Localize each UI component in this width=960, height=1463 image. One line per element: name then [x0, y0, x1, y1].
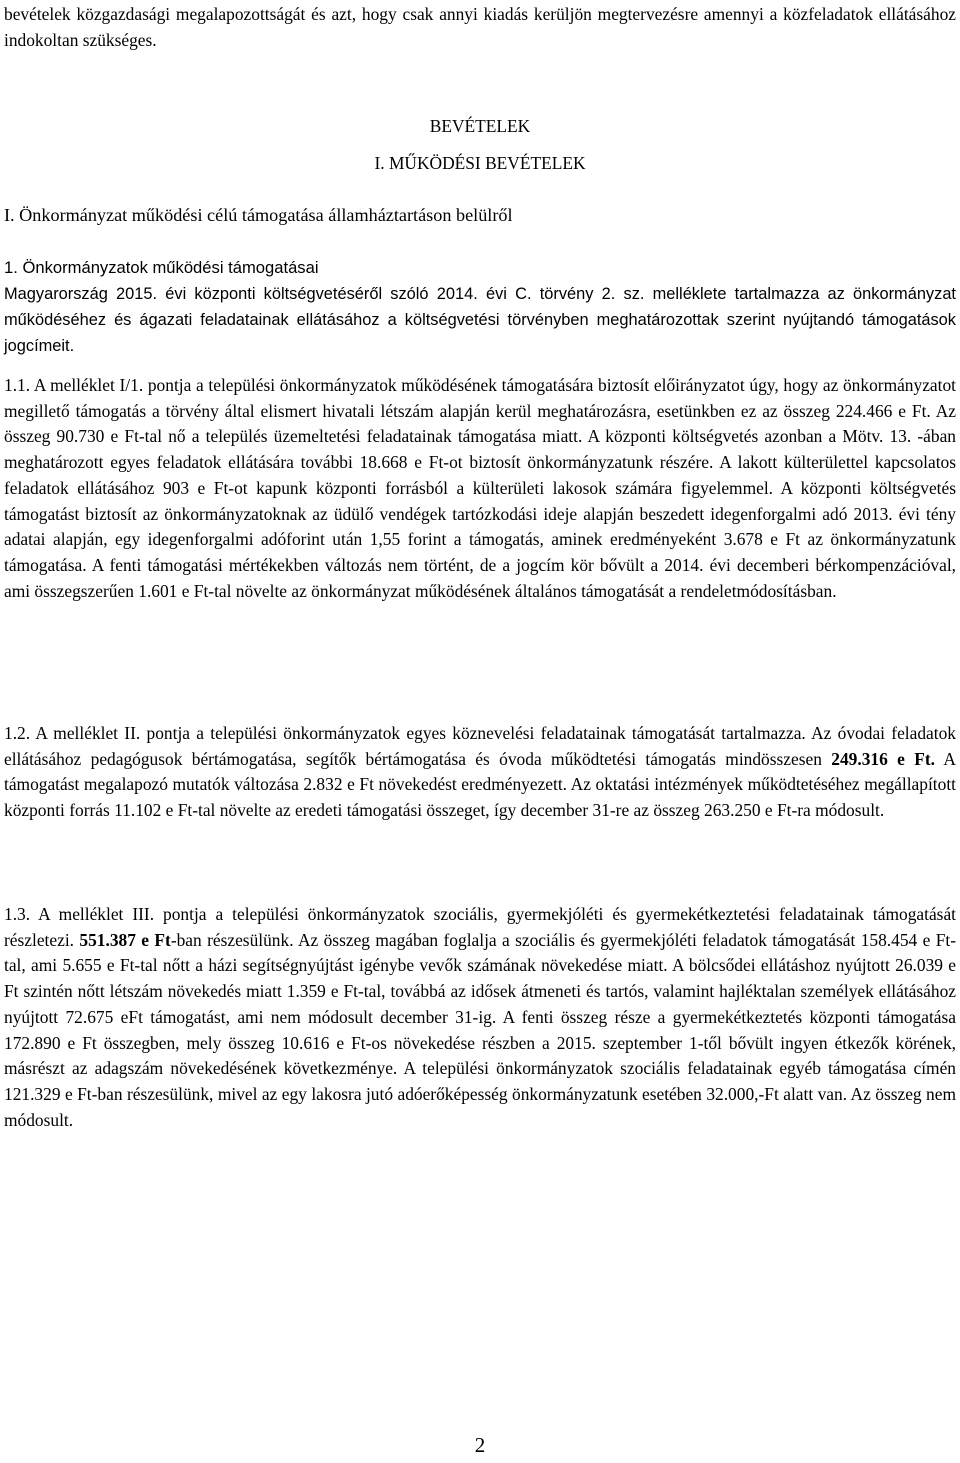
- paragraph-1-3-text-b: -ban részesülünk. Az összeg magában foglalja a szociális és gyermekjóléti feladatok támogatását 158.454 e Ft-tal, ami 5.655 e Ft-tal nőtt a házi segítségnyújtást igénybe vevők számának növekedése miatt. A bölcsődei ellátáshoz nyújtott 26.039 e Ft szintén nőtt létszám növekedés miatt 1.359 e Ft-tal, továbbá az idősek átmeneti és tartós, valamint hajléktalan személyek ellátásához nyújtott 72.675 eFt támogatást, ami nem módosult december 31-ig. A fenti összeg része a gyermekétkeztetés központi támogatása 172.890 e Ft összegben, mely összeg 10.616 e Ft-os növekedése részben a 2015. szeptember 1-től bővült ingyen étkezők körének, másrészt az adagszám növekedésének következménye. A települési önkormányzatok szociális feladatainak egyéb támogatása címén 121.329 e Ft-ban részesülünk, mivel az egy lakosra jutó adóerőképesség önkormányzatunk esetében 32.000,-Ft alatt van. Az összeg nem módosult.: [4, 929, 957, 1130]
- subsection-heading: 1. Önkormányzatok működési támogatásai: [4, 258, 319, 277]
- section-heading: I. Önkormányzat működési célú támogatása államháztartáson belülről: [4, 205, 513, 225]
- paragraph-legal-basis: Magyarország 2015. évi központi költségvetéséről szóló 2014. évi C. törvény 2. sz. melléklete tartalmazza az önkormányzat működéséhez és ágazati feladatainak ellátásához a költségvetési törvényben meghatározottak szerint nyújtandó támogatások jogcímeit.: [4, 285, 956, 355]
- heading-bevetelek: BEVÉTELEK: [429, 116, 531, 136]
- paragraph-1-2-text-b: A támogatást megalapozó mutatók változása 2.832 e Ft növekedést eredményezett. Az oktatási intézmények működtetéséhez megállapított központi forrás 11.102 e Ft-tal növelte az eredeti támogatási összeget, így december 31-re az összeg 263.250 e Ft-ra módosult.: [4, 748, 956, 821]
- paragraph-1-1: 1.1. A melléklet I/1. pontja a települési önkormányzatok működésének támogatására biztosít előirányzatot úgy, hogy az önkormányzatot megillető támogatás a törvény által elismert hivatali létszám alapján kerül meghatározásra, esetünkben ez az összeg 224.466 e Ft. Az összeg 90.730 e Ft-tal nő a település üzemeltetési feladatainak támogatása miatt. A központi költségvetés azonban a Mötv. 13. -ában meghatározott egyes feladatok ellátására további 18.668 e Ft-ot biztosít önkormányzatunk részére. A lakott külterülettel kapcsolatos feladatok ellátásához 903 e Ft-ot kapunk központi forrásból a külterületi lakosok számára figyelemmel. A központi költségvetés támogatást biztosít az önkormányzatoknak az üdülő vendégek tartózkodási ideje alapján beszedett idegenforgalmi adó 2013. évi tény adatai alapján, egy idegenforgalmi adóforint után 1,55 forint a támogatás, aminek eredményeként 3.678 e Ft az önkormányzatunk támogatása. A fenti támogatási mértékekben változás nem történt, de a jogcím kör bővült a 2014. évi decemberi bérkompenzációval, ami összegszerűen 1.601 e Ft-tal növelte az önkormányzat működésének általános támogatását a rendeletmódosításban.: [4, 375, 956, 601]
- paragraph-1-2-bold: 249.316 e Ft.: [831, 748, 936, 769]
- paragraph-1-3-bold: 551.387 e Ft: [79, 929, 171, 950]
- heading-mukodesi-bevetelek: I. MŰKÖDÉSI BEVÉTELEK: [374, 153, 586, 173]
- paragraph-1-2-text-a: 1.2. A melléklet II. pontja a települési önkormányzatok egyes köznevelési feladatainak támogatását tartalmazza. Az óvodai feladatok ellátásához pedagógusok bértámogatása, segítők bértámogatása és óvoda működtetési támogatás mindösszesen: [4, 723, 956, 769]
- page-number: 2: [474, 1433, 486, 1457]
- paragraph-1-3-text-a: 1.3. A melléklet III. pontja a települési önkormányzatok szociális, gyermekjóléti és gyermekétkeztetési feladatainak támogatását részletezi.: [4, 904, 956, 950]
- intro-paragraph: bevételek közgazdasági megalapozottságát és azt, hogy csak annyi kiadás kerüljön megtervezésre amennyi a közfeladatok ellátásához indokoltan szükséges.: [4, 4, 956, 50]
- paragraph-1-2: [4, 721, 956, 824]
- paragraph-1-3: [4, 902, 956, 1133]
